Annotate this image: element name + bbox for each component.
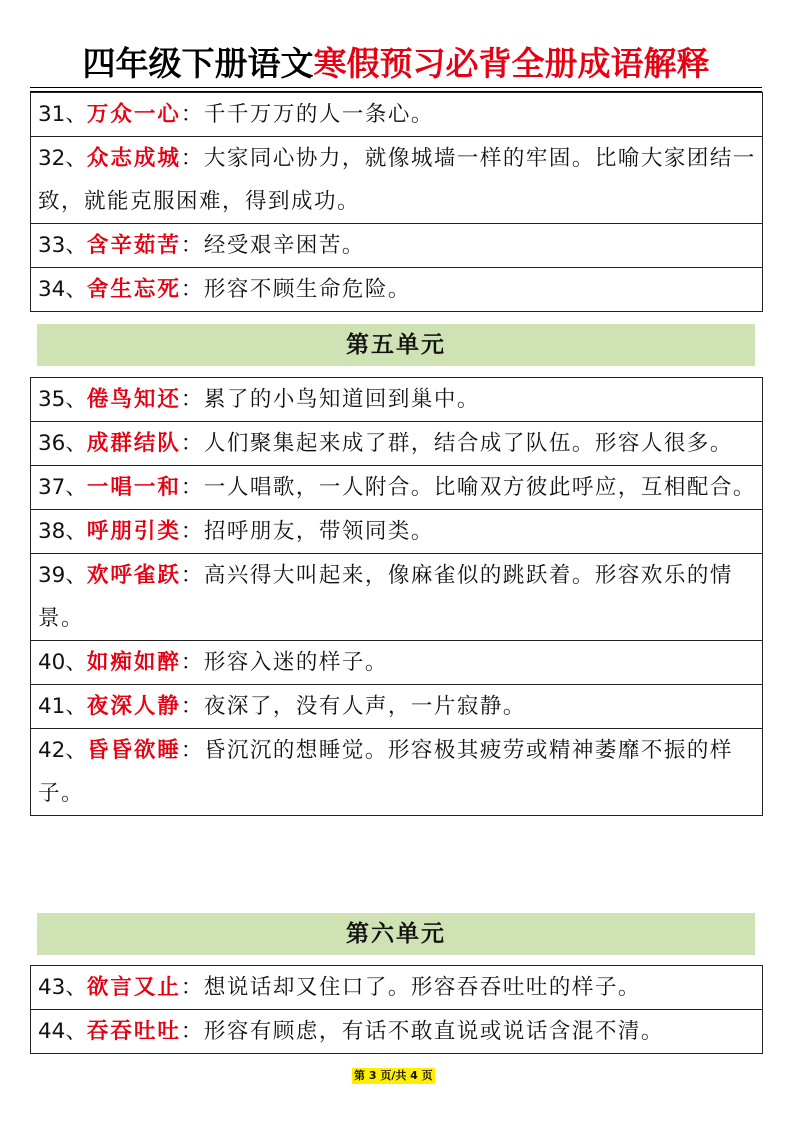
idiom-definition: 昏沉沉的想睡觉。形容极其疲劳或精神萎靡不振的样子。 (38, 738, 733, 806)
idiom-row (31, 729, 763, 816)
page-title (30, 44, 762, 84)
separator: ： (180, 431, 204, 456)
idiom-row (31, 554, 763, 641)
idiom-definition: 形容有顾虑，有话不敢直说或说话含混不清。 (203, 1019, 664, 1044)
idiom-definition: 招呼朋友，带领同类。 (203, 519, 434, 544)
item-number: 31、 (38, 102, 87, 127)
idiom-term: 舍生忘死 (86, 277, 181, 302)
separator: ： (180, 387, 204, 412)
item-number: 33、 (38, 233, 87, 258)
idiom-row (31, 422, 763, 466)
idiom-term: 昏昏欲睡 (86, 738, 181, 763)
idiom-term: 成群结队 (86, 431, 181, 456)
item-number: 32、 (38, 146, 87, 171)
item-number: 36、 (38, 431, 87, 456)
separator: ： (180, 277, 204, 302)
item-number: 40、 (38, 650, 87, 675)
idiom-row (31, 137, 763, 224)
idiom-row (31, 641, 763, 685)
unit-heading-6: 第六单元 (37, 913, 755, 955)
idiom-term: 呼朋引类 (86, 519, 181, 544)
item-number: 42、 (38, 738, 87, 763)
item-number: 37、 (38, 475, 87, 500)
idiom-row (31, 685, 763, 729)
separator: ： (180, 738, 204, 763)
idiom-term: 众志成城 (86, 146, 181, 171)
title-part-black: 四年级下册语文 (82, 44, 314, 83)
item-number: 35、 (38, 387, 87, 412)
separator: ： (180, 975, 204, 1000)
idiom-definition: 人们聚集起来成了群，结合成了队伍。形容人很多。 (203, 431, 733, 456)
separator: ： (180, 102, 204, 127)
idiom-definition: 千千万万的人一条心。 (203, 102, 434, 127)
idiom-row (31, 466, 763, 510)
idiom-term: 欲言又止 (86, 975, 181, 1000)
idiom-term: 欢呼雀跃 (86, 563, 181, 588)
item-number: 34、 (38, 277, 87, 302)
idiom-definition: 经受艰辛困苦。 (203, 233, 365, 258)
item-number: 39、 (38, 563, 87, 588)
idiom-row (31, 224, 763, 268)
separator: ： (180, 233, 204, 258)
idiom-row (31, 378, 763, 422)
idiom-definition: 想说话却又住口了。形容吞吞吐吐的样子。 (203, 975, 641, 1000)
idiom-row (31, 93, 763, 137)
idiom-row (31, 966, 763, 1010)
title-part-red: 寒假预习必背全册成语解释 (313, 44, 710, 83)
idiom-row (31, 268, 763, 312)
idiom-definition: 一人唱歌，一人附合。比喻双方彼此呼应，互相配合。 (203, 475, 756, 500)
item-number: 41、 (38, 694, 87, 719)
separator: ： (180, 650, 204, 675)
idiom-definition: 形容入迷的样子。 (203, 650, 388, 675)
idiom-definition: 累了的小鸟知道回到巢中。 (203, 387, 480, 412)
item-number: 38、 (38, 519, 87, 544)
idiom-term: 吞吞吐吐 (86, 1019, 181, 1044)
idiom-table-group-1 (30, 92, 763, 312)
idiom-row (31, 1010, 763, 1054)
idiom-term: 一唱一和 (86, 475, 181, 500)
idiom-table-group-2 (30, 377, 763, 816)
item-number: 43、 (38, 975, 87, 1000)
idiom-table-group-3 (30, 965, 763, 1054)
idiom-definition: 夜深了，没有人声，一片寂静。 (203, 694, 526, 719)
idiom-term: 如痴如醉 (86, 650, 181, 675)
idiom-definition: 高兴得大叫起来，像麻雀似的跳跃着。形容欢乐的情景。 (38, 563, 733, 631)
unit-heading-5: 第五单元 (37, 324, 755, 366)
separator: ： (180, 563, 204, 588)
idiom-definition: 大家同心协力，就像城墙一样的牢固。比喻大家团结一致，就能克服困难，得到成功。 (38, 146, 756, 214)
idiom-term: 夜深人静 (86, 694, 181, 719)
idiom-term: 万众一心 (86, 102, 181, 127)
idiom-term: 倦鸟知还 (86, 387, 181, 412)
item-number: 44、 (38, 1019, 87, 1044)
page-number-footer: 第 3 页/共 4 页 (354, 1069, 433, 1082)
idiom-row (31, 510, 763, 554)
separator: ： (180, 146, 204, 171)
separator: ： (180, 694, 204, 719)
separator: ： (180, 1019, 204, 1044)
separator: ： (180, 475, 204, 500)
separator: ： (180, 519, 204, 544)
idiom-term: 含辛茹苦 (86, 233, 181, 258)
idiom-definition: 形容不顾生命危险。 (203, 277, 411, 302)
